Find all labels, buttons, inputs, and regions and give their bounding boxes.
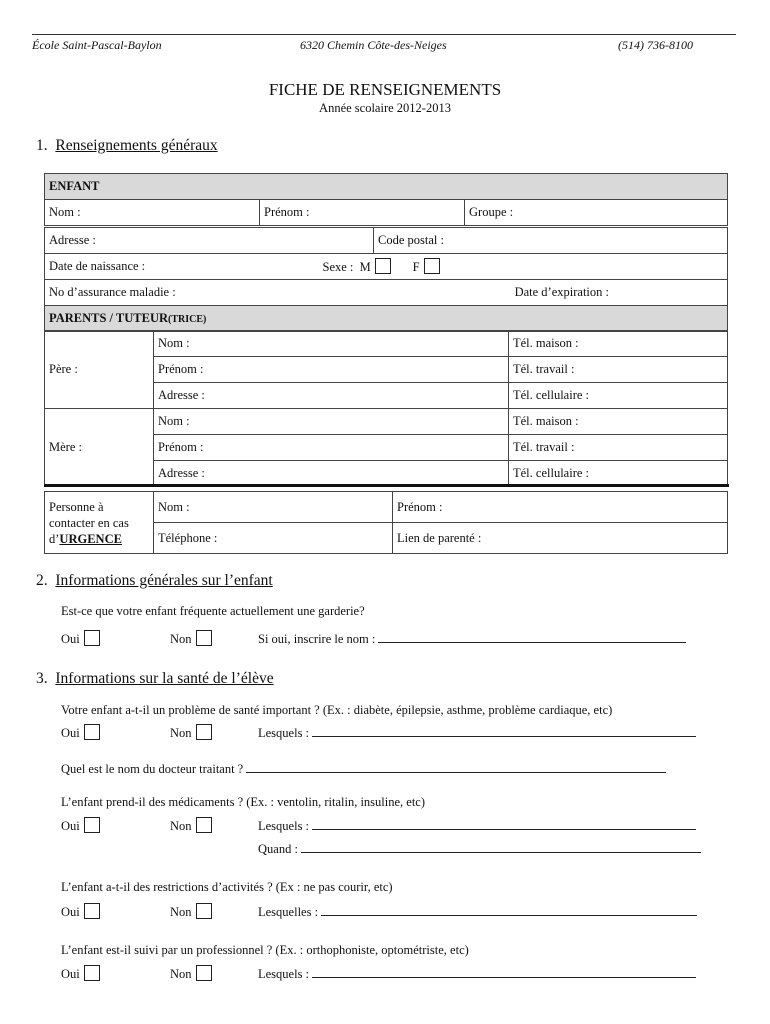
parents-table xyxy=(44,330,728,487)
restrictions-which-input[interactable] xyxy=(321,903,697,916)
medication-question: L’enfant prend-il des médicaments ? (Ex. : ventolin, ritalin, insuline, etc) xyxy=(61,795,426,809)
sex-f-checkbox[interactable] xyxy=(424,258,440,274)
medication-which: Lesquels : xyxy=(258,817,696,834)
medication-no-checkbox[interactable] xyxy=(196,817,212,833)
professional-which-input[interactable] xyxy=(312,965,696,978)
restrictions-question: L’enfant a-t-il des restrictions d’activités ? (Ex : ne pas courir, etc) xyxy=(61,880,393,894)
emergency-table xyxy=(44,491,728,554)
postal-code-field[interactable]: Code postal : xyxy=(374,228,728,254)
health-no-checkbox[interactable] xyxy=(196,724,212,740)
health-no: Non xyxy=(170,724,212,741)
emergency-relation[interactable]: Lien de parenté : xyxy=(393,523,728,554)
emergency-phone[interactable]: Téléphone : xyxy=(154,523,393,554)
father-first-name[interactable]: Prénom : xyxy=(154,357,509,383)
section-divider xyxy=(44,484,729,487)
restrictions-no: Non xyxy=(170,903,212,920)
child-last-name-field[interactable]: Nom : xyxy=(45,200,260,226)
school-name: École Saint-Pascal-Baylon xyxy=(32,38,162,52)
emergency-name[interactable]: Nom : xyxy=(154,492,393,523)
restrictions-no-checkbox[interactable] xyxy=(196,903,212,919)
school-phone: (514) 736-8100 xyxy=(618,38,693,52)
child-info-table xyxy=(44,173,728,226)
professional-which: Lesquels : xyxy=(258,965,696,982)
father-work-phone[interactable]: Tél. travail : xyxy=(509,357,728,383)
section-2-heading: 2. Informations générales sur l’enfant xyxy=(36,572,273,589)
professional-yes-checkbox[interactable] xyxy=(84,965,100,981)
sex-m-checkbox[interactable] xyxy=(375,258,391,274)
daycare-name-input[interactable] xyxy=(378,630,686,643)
mother-work-phone[interactable]: Tél. travail : xyxy=(509,435,728,461)
father-cell-phone[interactable]: Tél. cellulaire : xyxy=(509,383,728,409)
mother-label: Mère : xyxy=(45,409,154,487)
doctor-input[interactable] xyxy=(246,760,666,773)
father-address[interactable]: Adresse : xyxy=(154,383,509,409)
child-group-field[interactable]: Groupe : xyxy=(465,200,728,226)
child-address-field[interactable]: Adresse : xyxy=(45,228,374,254)
father-last-name[interactable]: Nom : xyxy=(154,331,509,357)
child-heading: ENFANT xyxy=(45,174,728,200)
health-insurance-field[interactable]: No d’assurance maladie : Date d’expiration : xyxy=(45,280,728,306)
sex-field: Sexe : M F xyxy=(374,254,728,280)
mother-cell-phone[interactable]: Tél. cellulaire : xyxy=(509,461,728,487)
mother-address[interactable]: Adresse : xyxy=(154,461,509,487)
daycare-question: Est-ce que votre enfant fréquente actuellement une garderie? xyxy=(61,604,365,618)
medication-yes: Oui xyxy=(61,817,100,834)
health-yes: Oui xyxy=(61,724,100,741)
medication-yes-checkbox[interactable] xyxy=(84,817,100,833)
father-label: Père : xyxy=(45,331,154,409)
medication-when-input[interactable] xyxy=(301,840,701,853)
child-info-table-2 xyxy=(44,227,728,332)
daycare-no-checkbox[interactable] xyxy=(196,630,212,646)
section-1-heading: 1. Renseignements généraux xyxy=(36,137,218,154)
medication-no: Non xyxy=(170,817,212,834)
professional-question: L’enfant est-il suivi par un professionnel ? (Ex. : orthophoniste, optométriste, etc) xyxy=(61,943,469,957)
form-subtitle: Année scolaire 2012-2013 xyxy=(319,101,451,115)
restrictions-which: Lesquelles : xyxy=(258,903,697,920)
emergency-first-name[interactable]: Prénom : xyxy=(393,492,728,523)
health-which: Lesquels : xyxy=(258,724,696,741)
emergency-label: Personne à contacter en cas d’URGENCE xyxy=(45,492,154,554)
birthdate-field[interactable]: Date de naissance : xyxy=(45,254,374,280)
child-first-name-field[interactable]: Prénom : xyxy=(260,200,465,226)
school-address: 6320 Chemin Côte-des-Neiges xyxy=(300,38,447,52)
daycare-yes-checkbox[interactable] xyxy=(84,630,100,646)
section-3-heading: 3. Informations sur la santé de l’élève xyxy=(36,670,274,687)
parents-heading: PARENTS / TUTEUR(TRICE) xyxy=(45,306,728,332)
father-home-phone[interactable]: Tél. maison : xyxy=(509,331,728,357)
professional-no: Non xyxy=(170,965,212,982)
medication-when: Quand : xyxy=(258,840,701,857)
health-yes-checkbox[interactable] xyxy=(84,724,100,740)
professional-no-checkbox[interactable] xyxy=(196,965,212,981)
page-header xyxy=(32,34,736,52)
restrictions-yes: Oui xyxy=(61,903,100,920)
daycare-yes: Oui xyxy=(61,630,100,647)
health-which-input[interactable] xyxy=(312,724,696,737)
daycare-name: Si oui, inscrire le nom : xyxy=(258,630,686,647)
form-title: FICHE DE RENSEIGNEMENTS xyxy=(268,80,502,99)
medication-which-input[interactable] xyxy=(312,817,696,830)
professional-yes: Oui xyxy=(61,965,100,982)
mother-last-name[interactable]: Nom : xyxy=(154,409,509,435)
mother-first-name[interactable]: Prénom : xyxy=(154,435,509,461)
restrictions-yes-checkbox[interactable] xyxy=(84,903,100,919)
health-question: Votre enfant a-t-il un problème de santé important ? (Ex. : diabète, épilepsie, asthme, problème cardiaque, etc) xyxy=(61,703,613,717)
mother-home-phone[interactable]: Tél. maison : xyxy=(509,409,728,435)
doctor-question: Quel est le nom du docteur traitant ? xyxy=(61,760,666,777)
daycare-no: Non xyxy=(170,630,212,647)
